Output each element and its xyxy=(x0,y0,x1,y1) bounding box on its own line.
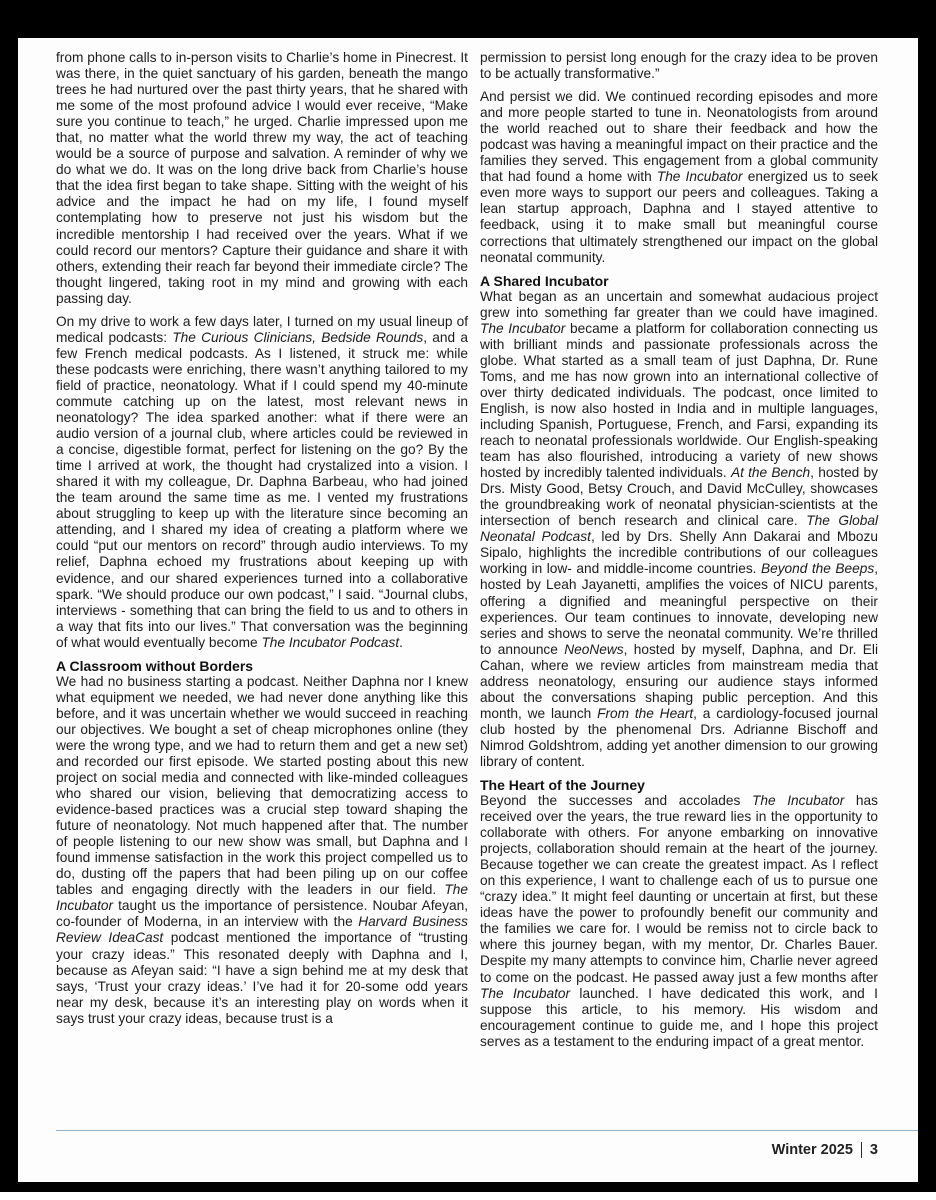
section-heading: A Classroom without Borders xyxy=(56,657,254,674)
left-column xyxy=(56,50,468,1027)
page-footer xyxy=(772,1142,878,1158)
section-heading: A Shared Incubator xyxy=(480,272,609,289)
footer-divider xyxy=(861,1142,862,1158)
paragraph: permission to persist long enough for the crazy idea to be proven to be actually transformative.” xyxy=(480,50,878,82)
section-heading: The Heart of the Journey xyxy=(480,777,645,794)
right-column xyxy=(480,50,878,1050)
paragraph: And persist we did. We continued recording episodes and more and more people started to tune in. Neonatologists from around the world reached out to share their feedback and how the podcast was having a meaningful impact on their practice and the families they served. This engagement from a global community that had found a home with The Incubator energized us to seek even more ways to support our peers and colleagues. Taking a lean startup approach, Daphna and I stayed attentive to feedback, using it to make small but meaningful course corrections that ultimately strengthened our impact on the global neonatal community. xyxy=(480,89,878,265)
issue-label: Winter 2025 xyxy=(771,1142,853,1158)
paragraph: On my drive to work a few days later, I turned on my usual lineup of medical podcasts: The Curious Clinicians, Bedside Rounds, and a few French medical podcasts. As I listened, it struck me: while these podcasts were enriching, there wasn’t anything tailored to my field of practice, neonatology. What if I could spend my 40-minute commute catching up on the latest, most relevant news in neonatology? The idea sparked another: what if there were an audio version of a journal club, where articles could be reviewed in a concise, digestible format, perfect for listening on the go? By the time I arrived at work, the thought had crystalized into a vision. I shared it with my colleague, Dr. Daphna Barbeau, who had joined the team around the same time as me. I vented my frustrations about struggling to keep up with the literature since becoming an attending, and I shared my idea of creating a platform where we could “put our mentors on record” through audio interviews. To my relief, Daphna echoed my frustrations about keeping up with evidence, and our shared experiences turned into a collaborative spark. “We should produce our own podcast,” I said. “Journal clubs, interviews - something that can bring the field to us and to others in a way that fits into our lives.” That conversation was the beginning of what would eventually become The Incubator Podcast. xyxy=(56,313,469,650)
footer-rule xyxy=(56,1130,918,1131)
page-number: 3 xyxy=(869,1142,878,1158)
next-page-edge xyxy=(0,1192,936,1200)
paragraph: What began as an uncertain and somewhat audacious project grew into something far greater than we could have imagined. The Incubator became a platform for collaboration connecting us with brilliant minds and passionate professionals across the globe. What started as a small team of just Daphna, Dr. Rune Toms, and me has now grown into an international collective of over thirty dedicated individuals. The podcast, once limited to English, is now also hosted in India and in multiple languages, including Spanish, Portuguese, French, and Farsi, expanding its reach to neonatal professionals worldwide. Our English-speaking team has also flourished, introducing a variety of new shows hosted by incredibly talented individuals. At the Bench, hosted by Drs. Misty Good, Betsy Crouch, and David McCulley, showcases the groundbreaking work of neonatal physician-scientists at the intersection of bench research and clinical care. The Global Neonatal Podcast, led by Drs. Shelly Ann Dakarai and Mbozu Sipalo, highlights the incredible contributions of our colleagues working in low- and middle-income countries. Beyond the Beeps, hosted by Leah Jayanetti, amplifies the voices of NICU parents, offering a dignified and meaningful perspective on their experiences. Our team continues to innovate, developing new series and shows to serve the neonatal community. We’re thrilled to announce NeoNews, hosted by myself, Daphna, and Dr. Eli Cahan, where we review articles from mainstream media that address neonatology, ensuring our audience stays informed about the conversations shaping public perception. And this month, we launch From the Heart, a cardiology-focused journal club hosted by the phenomenal Drs. Adrianne Bischoff and Nimrod Goldshtrom, adding yet another dimension to our growing library of content. xyxy=(480,288,878,769)
paragraph: from phone calls to in-person visits to Charlie’s home in Pinecrest. It was there, in the quiet sanctuary of his garden, beneath the mango trees he had nurtured over the past thirty years, that he shared with me some of the most profound advice I would ever receive, “Make sure you continue to teach,” he urged. Charlie impressed upon me that, no matter what the world threw my way, the act of teaching would be a source of purpose and salvation. A reminder of why we do what we do. It was on the long drive back from Charlie’s house that the idea first began to take shape. Sitting with the weight of his advice and the impact he had on my life, I found myself contemplating how to preserve not just his wisdom but the incredible mentorship I had received over the years. What if we could record our mentors? Capture their guidance and share it with others, extending their reach far beyond their immediate circle? The thought lingered, taking root in my mind and growing with each passing day. xyxy=(56,50,468,306)
magazine-page xyxy=(18,38,918,1182)
paragraph: Beyond the successes and accolades The Incubator has received over the years, the true reward lies in the opportunity to collaborate with others. For anyone embarking on innovative projects, collaboration should remain at the heart of the journey. Because together we can create the greatest impact. As I reflect on this experience, I want to challenge each of us to pursue one “crazy idea.” It might feel daunting or uncertain at first, but these ideas have the power to profoundly benefit our community and the families we care for. I would be remiss not to circle back to where this journey began, with my mentor, Dr. Charles Bauer. Despite my many attempts to convince him, Charlie never agreed to come on the podcast. He passed away just a few months after The Incubator launched. I have dedicated this work, and I suppose this article, to his memory. His wisdom and encouragement continue to guide me, and I hope this project serves as a testament to the enduring impact of a great mentor. xyxy=(480,793,878,1049)
paragraph: We had no business starting a podcast. Neither Daphna nor I knew what equipment we needed, we had never done anything like this before, and it was uncertain whether we would succeed in reaching our objectives. We bought a set of cheap microphones online (they were the wrong type, and we had to return them and get a new set) and recorded our first episode. We started posting about this new project on social media and connected with like-minded colleagues who shared our vision, believing that democratizing access to evidence-based practices was a crucial step toward shaping the future of neonatology. Not much happened after that. The number of people listening to our new show was small, but Daphna and I found immense satisfaction in the work this project compelled us to do, dusting off the papers that had been piling up on our coffee tables and engaging directly with the leaders in our field. The Incubator taught us the importance of persistence. Noubar Afeyan, co-founder of Moderna, in an interview with the Harvard Business Review IdeaCast podcast mentioned the importance of “trusting your crazy ideas.” This resonated deeply with Daphna and I, because as Afeyan said: “I have a sign behind me at my desk that says, ‘Trust your crazy ideas.’ I’ve had it for 20-some odd years near my desk, because it’s an interesting play on words when it says trust your crazy ideas, because trust is a xyxy=(56,673,468,1026)
